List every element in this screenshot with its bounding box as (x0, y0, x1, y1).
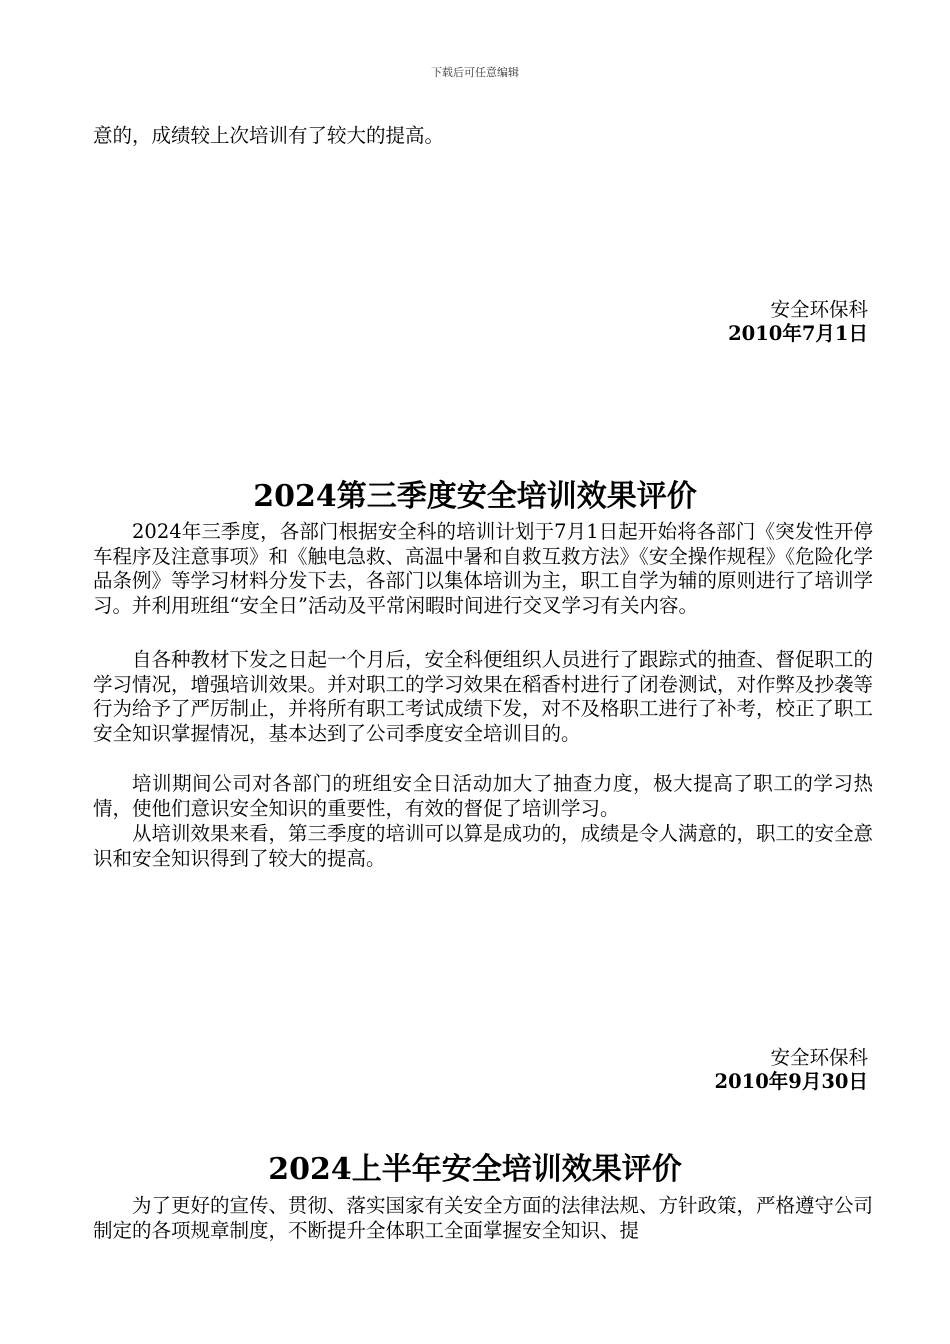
signature-block-q3 (715, 1046, 868, 1094)
q3-paragraph-2: 自各种教材下发之日起一个月后，安全科便组织人员进行了跟踪式的抽查、督促职工的学习情况，增强培训效果。并对职工的学习效果在稻香村进行了闭卷测试，对作弊及抄袭等行为给予了严厉制止，并将所有职工考试成绩下发，对不及格职工进行了补考，校正了职工安全知识掌握情况，基本达到了公司季度安全培训目的。 (93, 648, 874, 745)
q3-paragraph-1: 2024年三季度，各部门根据安全科的培训计划于7月1日起开始将各部门《突发性开停车程序及注意事项》和《触电急救、高温中暑和自救互救方法》《安全操作规程》《危险化学品条例》等学习材料分发下去，各部门以集体培训为主，职工自学为辅的原则进行了培训学习。并利用班组“安全日”活动及平常闲暇时间进行交叉学习有关内容。 (93, 520, 874, 617)
q3-paragraph-4: 从培训效果来看，第三季度的培训可以算是成功的，成绩是令人满意的，职工的安全意识和安全知识得到了较大的提高。 (93, 822, 874, 870)
signature-date: 2010年9月30日 (714, 1070, 868, 1093)
previous-section-tail-paragraph: 意的，成绩较上次培训有了较大的提高。 (93, 124, 445, 147)
signature-org: 安全环保科 (770, 298, 868, 321)
page-header: 下载后可任意编辑 (431, 66, 519, 79)
signature-org: 安全环保科 (770, 1046, 868, 1069)
signature-block-q2 (728, 298, 868, 346)
h1-paragraph-1: 为了更好的宣传、贯彻、落实国家有关安全方面的法律法规、方针政策，严格遵守公司制定的各项规章制度，不断提升全体职工全面掌握安全知识、提 (93, 1194, 874, 1242)
signature-date: 2010年7月1日 (728, 322, 868, 345)
section-title-q3: 2024第三季度安全培训效果评价 (253, 479, 697, 514)
section-title-h1: 2024上半年安全培训效果评价 (268, 1152, 682, 1187)
q3-paragraph-3: 培训期间公司对各部门的班组安全日活动加大了抽查力度，极大提高了职工的学习热情，使他们意识安全知识的重要性，有效的督促了培训学习。 (93, 772, 873, 820)
